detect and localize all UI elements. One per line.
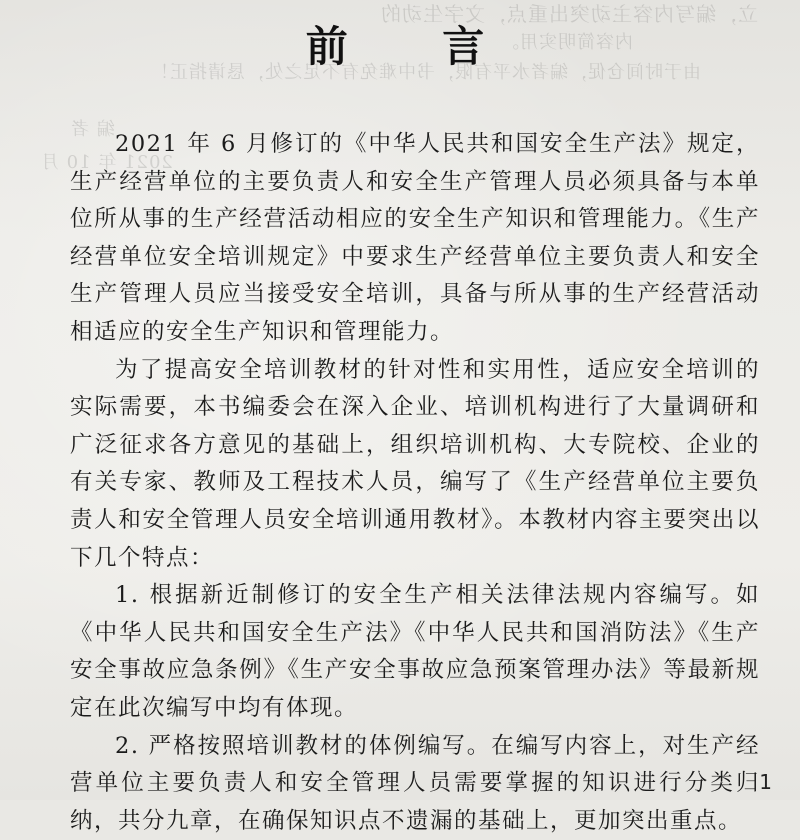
page-number: 1 <box>759 770 772 794</box>
paragraph: 为了提高安全培训教材的针对性和实用性，适应安全培训的实际需要，本书编委会在深入企业、培训机构进行了大量调研和广泛征求各方意见的基础上，组织培训机构、大专院校、企业的有关专家、教师及工程技术人员，编写了《生产经营单位主要负责人和安全管理人员安全培训通用教材》。本教材内容主要突出以下几个特点： <box>70 352 760 578</box>
paragraph: 2. 严格按照培训教材的体例编写。在编写内容上，对生产经营单位主要负责人和安全管理人员需要掌握的知识进行分类归纳，共分九章，在确保知识点不遗漏的基础上，更加突出重点。 <box>70 728 760 840</box>
bleed-through-line: 2021 年 10 月 <box>40 148 173 174</box>
preface-body <box>70 126 760 840</box>
paragraph: 1. 根据新近制修订的安全生产相关法律法规内容编写。如《中华人民共和国安全生产法》《中华人民共和国消防法》《生产安全事故应急条例》《生产安全事故应急预案管理办法》等最新规定在此次编写中均有体现。 <box>70 577 760 727</box>
page-title: 前 言 <box>0 14 800 74</box>
paragraph: 2021 年 6 月修订的《中华人民共和国安全生产法》规定，生产经营单位的主要负责人和安全生产管理人员必须具备与本单位所从事的生产经营活动相应的安全生产知识和管理能力。《生产经营单位安全培训规定》中要求生产经营单位主要负责人和安全生产管理人员应当接受安全培训，具备与所从事的生产经营活动相适应的安全生产知识和管理能力。 <box>70 126 760 352</box>
bleed-through-line: 内容简明实用。 <box>500 28 633 54</box>
bleed-through-line: 立，编写内容主动突出重点，文字生动的 <box>380 0 758 27</box>
bleed-through-line: 编 者 <box>70 115 115 141</box>
bleed-through-line: 由于时间仓促，编者水平有限，书中难免有不足之处，恳请指正！ <box>150 58 701 84</box>
